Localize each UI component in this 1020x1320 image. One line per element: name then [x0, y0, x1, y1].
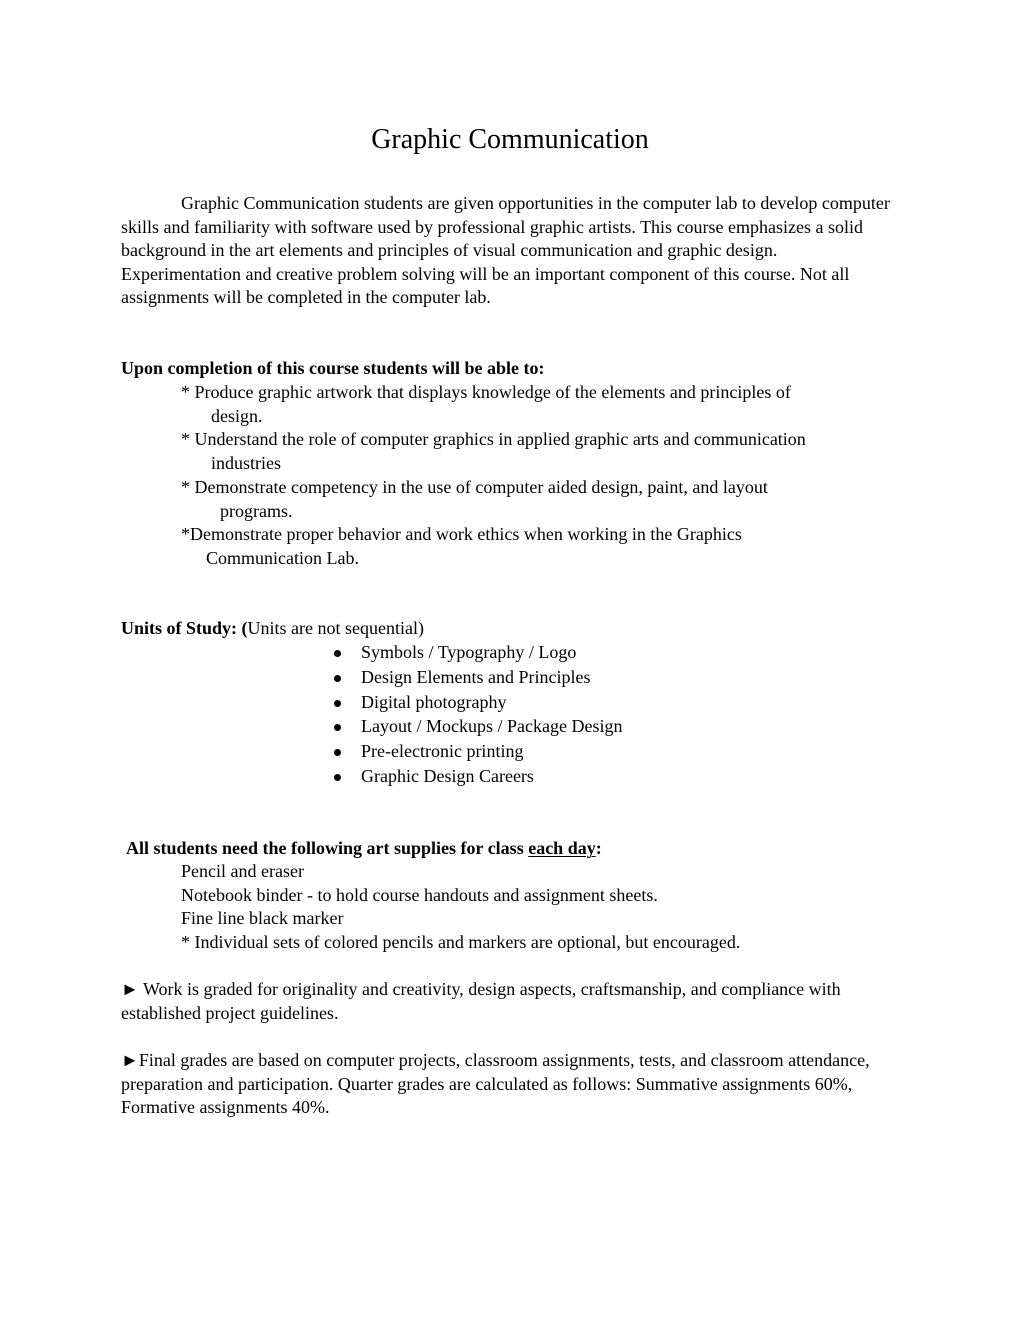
supplies-heading-emphasis: each day: [528, 838, 596, 858]
bullet-icon: [334, 749, 341, 756]
units-heading-note: Units are not sequential): [247, 618, 424, 638]
objective-line: * Understand the role of computer graphics in applied graphic arts and communication: [181, 429, 806, 449]
supplies-heading-colon: :: [595, 838, 602, 858]
supply-item: Pencil and eraser: [181, 861, 304, 881]
supply-item: Fine line black marker: [181, 908, 344, 928]
objective-item: [181, 381, 881, 428]
objective-line: *Demonstrate proper behavior and work ethics when working in the Graphics: [181, 524, 742, 544]
final-grades-note: ►Final grades are based on computer projects, classroom assignments, tests, and classroom attendance, preparation and participation. Quarter grades are calculated as follows: Summative assignments 60%, Formative assignments 40%.: [121, 1050, 870, 1118]
list-item: [330, 740, 622, 765]
units-heading: [121, 617, 424, 641]
supplies-heading-text: All students need the following art supplies for class: [126, 838, 529, 858]
unit-label: Graphic Design Careers: [361, 765, 534, 786]
objective-line: * Produce graphic artwork that displays knowledge of the elements and principles of: [181, 382, 791, 402]
objective-line: * Demonstrate competency in the use of computer aided design, paint, and layout: [181, 477, 768, 497]
objectives-heading: Upon completion of this course students will be able to:: [121, 358, 545, 378]
list-item: [330, 641, 622, 666]
list-item: [330, 666, 622, 691]
list-item: [330, 715, 622, 740]
list-item: [330, 691, 622, 716]
unit-label: Symbols / Typography / Logo: [361, 642, 577, 662]
bullet-icon: [334, 774, 341, 781]
bullet-icon: [334, 675, 341, 682]
unit-label: Layout / Mockups / Package Design: [361, 716, 623, 737]
page-title: Graphic Communication: [371, 124, 649, 155]
intro-text: Graphic Communication students are given opportunities in the computer lab to develop computer skills and familiarity with software used by professional graphic artists. This course emphasizes a solid background in the art elements and principles of visual communication and graphic design. Experimentation and creative problem solving will be an important component of this course. Not all assignments will be completed in the computer lab.: [121, 193, 890, 308]
objective-continuation: design.: [211, 405, 263, 426]
objective-item: [181, 428, 881, 475]
objective-continuation: programs.: [220, 500, 293, 521]
unit-label: Pre-electronic printing: [361, 741, 524, 762]
objective-continuation: industries: [211, 452, 281, 473]
supply-item: * Individual sets of colored pencils and markers are optional, but encouraged.: [181, 932, 741, 952]
units-list: [330, 641, 622, 790]
units-heading-label: Units of Study: (: [121, 618, 248, 638]
intro-paragraph: [121, 192, 901, 310]
bullet-icon: [334, 650, 341, 657]
bullet-icon: [334, 724, 341, 731]
objective-item: [181, 476, 881, 523]
objective-item: [181, 523, 881, 570]
list-item: [330, 765, 622, 790]
objective-continuation: Communication Lab.: [206, 547, 359, 568]
unit-label: Design Elements and Principles: [361, 666, 591, 687]
unit-label: Digital photography: [361, 691, 507, 712]
supply-item: Notebook binder - to hold course handouts and assignment sheets.: [181, 885, 658, 905]
bullet-icon: [334, 700, 341, 707]
supplies-heading: [126, 837, 602, 861]
grading-note: ► Work is graded for originality and creativity, design aspects, craftsmanship, and compliance with established project guidelines.: [121, 979, 841, 1023]
